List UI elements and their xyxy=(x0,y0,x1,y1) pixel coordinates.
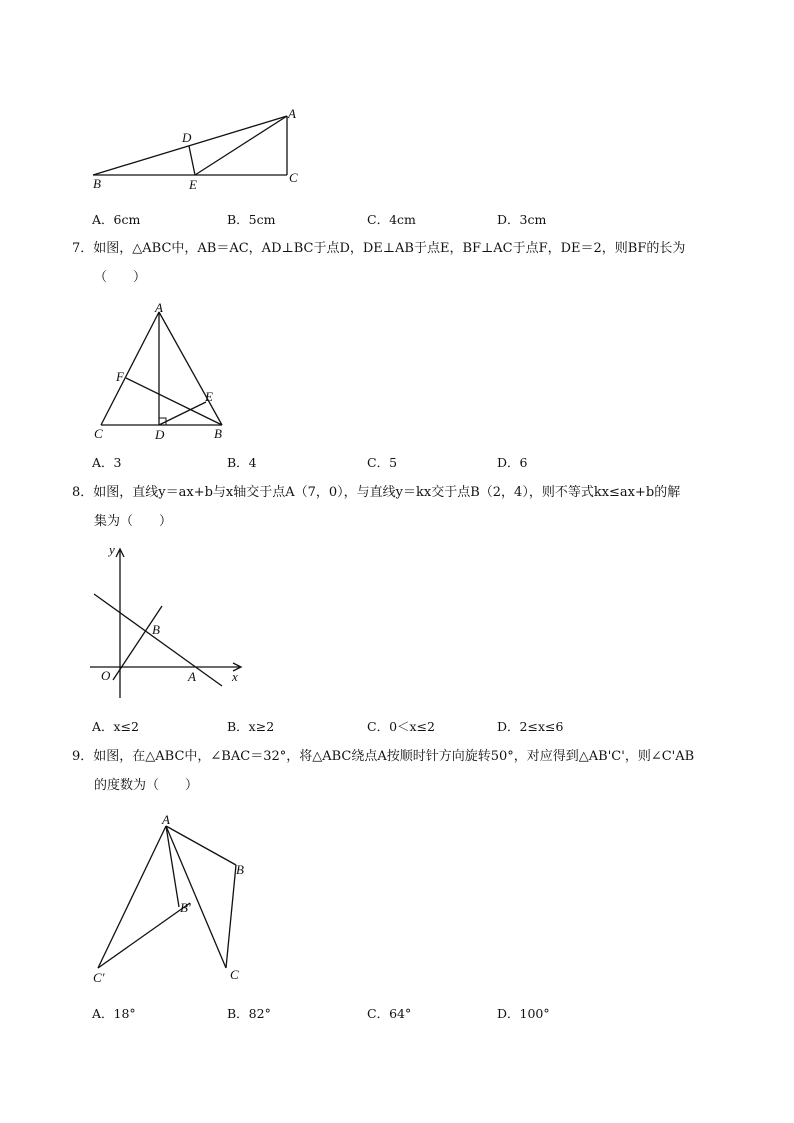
q7-option-a[interactable]: A．3 xyxy=(92,455,122,470)
label-O: O xyxy=(101,668,111,683)
label-F: F xyxy=(116,369,124,384)
q9-option-a[interactable]: A．18° xyxy=(92,1006,136,1021)
label-D: D xyxy=(182,130,192,145)
q9-figure xyxy=(86,810,261,990)
q9-option-d[interactable]: D．100° xyxy=(497,1006,550,1021)
q6-option-d[interactable]: D．3cm xyxy=(497,212,547,227)
q6-options xyxy=(92,210,692,228)
q7-figure xyxy=(88,300,238,445)
q8-options xyxy=(92,717,692,735)
label-B: B xyxy=(152,622,160,637)
segment-DE xyxy=(189,146,195,175)
label-B: B xyxy=(236,862,244,877)
q7-options xyxy=(92,453,692,471)
segment-AC xyxy=(166,826,226,968)
segment-AB-prime xyxy=(166,826,179,907)
label-C: C xyxy=(289,170,298,185)
q7-option-b[interactable]: B．4 xyxy=(227,455,257,470)
label-A: A xyxy=(162,812,170,827)
label-E: E xyxy=(189,177,197,192)
segment-AC-prime xyxy=(98,826,166,968)
q8-figure xyxy=(86,540,256,705)
q9-number: 9． xyxy=(72,749,94,764)
q7-stem xyxy=(72,234,732,292)
segment-AC xyxy=(101,312,159,425)
q9-stem xyxy=(72,742,732,800)
label-D: D xyxy=(155,427,165,442)
segment-AB xyxy=(166,826,236,865)
q7-text-line1: 如图，△ABC中，AB＝AC，AD⊥BC于点D，DE⊥AB于点E，BF⊥AC于点F，DE＝2，则BF的长为 xyxy=(93,241,686,256)
q8-option-c[interactable]: C．0＜x≤2 xyxy=(367,719,435,734)
q9-option-c[interactable]: C．64° xyxy=(367,1006,412,1021)
segment-BA xyxy=(93,116,287,175)
label-E: E xyxy=(205,389,213,404)
label-C: C xyxy=(230,967,239,982)
q8-number: 8． xyxy=(72,485,94,500)
label-B-prime: B' xyxy=(180,900,191,915)
q6-option-b[interactable]: B．5cm xyxy=(227,212,276,227)
segment-C-prime-B-prime xyxy=(98,903,190,968)
q8-option-a[interactable]: A．x≤2 xyxy=(92,719,140,734)
q6-figure xyxy=(85,100,315,195)
label-C: C xyxy=(94,426,103,441)
q8-option-d[interactable]: D．2≤x≤6 xyxy=(497,719,564,734)
label-A: A xyxy=(188,669,196,684)
q6-option-a[interactable]: A．6cm xyxy=(92,212,141,227)
q7-number: 7． xyxy=(72,241,94,256)
label-A: A xyxy=(288,106,296,121)
q8-stem xyxy=(72,478,732,536)
q7-text-line2: （ ） xyxy=(94,270,147,285)
label-B: B xyxy=(214,426,222,441)
label-A: A xyxy=(155,300,163,315)
segment-BC xyxy=(226,865,236,968)
q9-text-line1: 如图，在△ABC中，∠BAC＝32°，将△ABC绕点A按顺时针方向旋转50°，对应得到△AB'C'，则∠C'AB xyxy=(93,749,695,764)
q9-option-b[interactable]: B．82° xyxy=(227,1006,271,1021)
q7-option-c[interactable]: C．5 xyxy=(367,455,398,470)
q9-text-line2: 的度数为（ ） xyxy=(94,778,199,793)
label-y: y xyxy=(109,542,115,557)
q6-option-c[interactable]: C．4cm xyxy=(367,212,416,227)
label-B: B xyxy=(93,176,101,191)
q8-text-line1: 如图，直线y＝ax+b与x轴交于点A（7，0），与直线y＝kx交于点B（2，4），则不等式kx≤ax+b的解 xyxy=(93,485,681,500)
segment-AB xyxy=(159,312,222,425)
label-C-prime: C' xyxy=(93,970,105,985)
line-ax-plus-b xyxy=(94,594,222,686)
q9-options xyxy=(92,1004,692,1022)
q8-option-b[interactable]: B．x≥2 xyxy=(227,719,275,734)
label-x: x xyxy=(232,669,238,684)
q8-text-line2: 集为（ ） xyxy=(94,514,173,529)
segment-AE xyxy=(195,116,287,175)
q7-option-d[interactable]: D．6 xyxy=(497,455,528,470)
